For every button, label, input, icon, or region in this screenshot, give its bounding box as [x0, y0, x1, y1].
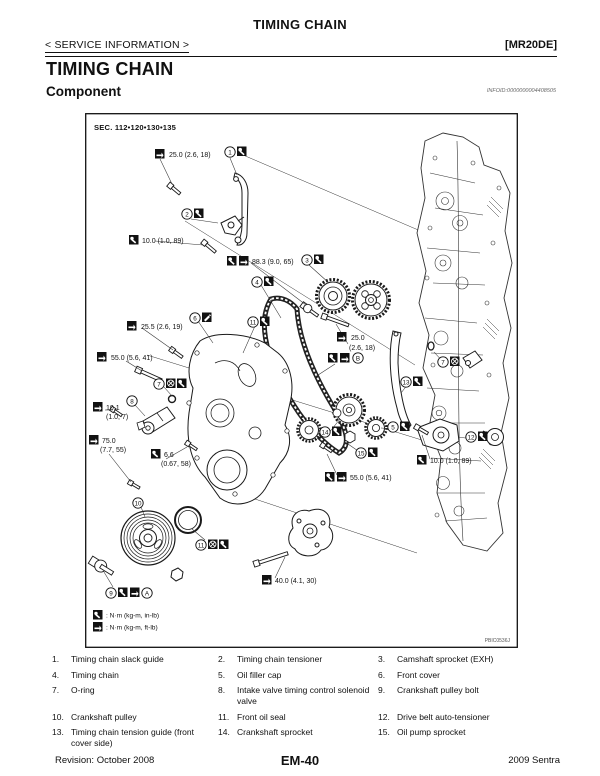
liquid-gasket-icon	[202, 313, 212, 323]
do-not-reuse-icon	[450, 357, 460, 367]
part-name: Camshaft sprocket (EXH)	[397, 654, 494, 664]
wrench-icon	[332, 427, 342, 437]
page-footer	[40, 753, 560, 769]
page-header-title: TIMING CHAIN	[253, 17, 347, 32]
part-name: Oil pump sprocket	[397, 727, 466, 738]
wrench-icon	[478, 432, 488, 442]
page-code: EM-40	[280, 753, 320, 768]
part-number: 9.	[378, 685, 386, 696]
callout-number: 2	[185, 211, 189, 219]
torque-label: 25.0 (2.6, 18)	[169, 152, 211, 159]
torque-wrench-inlb-icon	[417, 455, 427, 465]
part-number: 8.	[218, 685, 226, 696]
callout-letter: B	[355, 355, 361, 363]
wrench-icon	[325, 472, 335, 482]
part-name: Crankshaft sprocket	[237, 727, 313, 738]
callout-number: 10	[134, 500, 142, 508]
torque-label: 25.5 (2.6, 19)	[141, 324, 183, 331]
torque-wrench-inlb-icon	[129, 235, 139, 245]
torque-label: 6.6	[164, 452, 174, 459]
wrench-icon	[219, 540, 229, 550]
part-number: 5.	[218, 669, 226, 680]
wrench-icon	[328, 353, 338, 363]
part-name: Intake valve timing control solenoid valve	[237, 685, 370, 706]
torque-wrench-ftlb-icon	[262, 575, 272, 585]
torque-wrench-ftlb-icon	[93, 402, 103, 412]
list-item	[378, 654, 557, 665]
torque-wrench-ftlb-icon	[337, 332, 347, 342]
part-name: O-ring	[71, 685, 95, 696]
torque-wrench-ftlb-icon	[239, 256, 249, 266]
torque-wrench-inlb-icon	[151, 449, 161, 459]
part-number: 1.	[52, 654, 60, 664]
torque-wrench-ftlb-icon	[89, 435, 99, 445]
torque-wrench-ftlb-icon	[127, 321, 137, 331]
infoid-label: INFOID:0000000004408505	[486, 88, 556, 94]
callout-number: 9	[109, 590, 113, 598]
torque-wrench-ftlb-icon	[337, 472, 347, 482]
header-row	[45, 39, 557, 56]
list-item	[52, 670, 218, 681]
part-number: 2.	[218, 654, 226, 664]
callout-number: 4	[255, 279, 259, 287]
callout-number: 1	[228, 149, 232, 157]
list-item	[378, 685, 557, 706]
wrench-icon	[227, 256, 237, 266]
part-name: Oil filler cap	[237, 669, 282, 680]
part-number: 14.	[218, 727, 230, 738]
part-name: Crankshaft pulley bolt	[397, 685, 479, 696]
torque-label: 75.0	[102, 438, 116, 445]
model-label: 2009 Sentra	[508, 755, 560, 766]
callout-number: 7	[441, 359, 445, 367]
part-number: 3.	[378, 654, 386, 664]
callout-number: 5	[391, 424, 395, 432]
list-item	[378, 712, 557, 723]
torque-label: (1.0, 7)	[106, 414, 129, 421]
part-number: 6.	[378, 669, 386, 680]
callout-number: 3	[305, 257, 309, 265]
wrench-icon	[194, 209, 204, 219]
part-name: Timing chain tension guide (front cover side)	[71, 727, 195, 748]
list-item	[218, 670, 378, 681]
part-number: 10.	[52, 711, 64, 722]
part-name: Timing chain tensioner	[237, 654, 323, 664]
part-name: Drive belt auto-tensioner	[397, 711, 490, 722]
part-number: 12.	[378, 711, 390, 722]
part-number: 11.	[218, 711, 230, 722]
torque-wrench-ftlb-icon	[97, 352, 107, 362]
do-not-reuse-icon	[208, 540, 218, 550]
torque-wrench-ftlb-icon	[155, 149, 165, 159]
callout-number: 15	[357, 450, 365, 458]
service-information-link[interactable]: < SERVICE INFORMATION >	[45, 39, 190, 51]
part-number: 4.	[52, 669, 60, 680]
part-name: Timing chain slack guide	[71, 654, 164, 664]
part-name: Crankshaft pulley	[71, 711, 137, 722]
component-subtitle: Component	[46, 84, 121, 99]
list-item	[378, 670, 557, 681]
torque-label: 55.0 (5.6, 41)	[350, 475, 392, 482]
torque-label: 55.0 (5.6, 41)	[111, 355, 153, 362]
wrench-icon	[264, 277, 274, 287]
callout-number: 14	[321, 429, 329, 437]
part-number: 13.	[52, 727, 64, 738]
callout-number: 11	[249, 319, 257, 327]
wrench-icon	[400, 422, 410, 432]
torque-label: (0.67, 58)	[161, 461, 191, 468]
torque-label: (2.6, 18)	[349, 345, 376, 352]
torque-wrench-ftlb-icon	[130, 588, 140, 598]
torque-wrench-ftlb-icon	[340, 353, 350, 363]
torque-label: (7.7, 55)	[100, 447, 127, 454]
revision-label: Revision: October 2008	[55, 755, 155, 766]
parts-list	[52, 654, 557, 748]
callout-number: 11	[197, 542, 205, 550]
list-item	[218, 685, 378, 706]
exploded-view-svg	[85, 113, 518, 648]
engine-code: [MR20DE]	[505, 39, 557, 51]
wrench-icon	[237, 147, 247, 157]
torque-wrench-ftlb-icon	[93, 622, 103, 632]
legend-ftlb: : N·m (kg-m, ft-lb)	[106, 624, 158, 632]
list-item	[52, 712, 218, 723]
list-item	[378, 727, 557, 748]
wrench-icon	[368, 448, 378, 458]
do-not-reuse-icon	[166, 379, 176, 389]
torque-label: 10.0 (1.0, 89)	[430, 458, 472, 465]
list-item	[218, 727, 378, 748]
camshaft-sprocket-exh	[317, 280, 350, 313]
camshaft-vtc-sprocket	[353, 282, 390, 319]
legend-inlb: : N·m (kg-m, in-lb)	[106, 612, 160, 620]
part-number: 7.	[52, 685, 60, 696]
list-item	[52, 685, 218, 706]
part-name: Front oil seal	[237, 711, 286, 722]
header-rule	[45, 56, 557, 57]
torque-label: 10.0 (1.0, 89)	[142, 238, 184, 245]
sec-label: SEC. 112•120•130•135	[94, 123, 177, 132]
callout-number: 6	[193, 315, 197, 323]
torque-wrench-inlb-icon	[93, 610, 103, 620]
crankshaft-pulley	[121, 511, 175, 565]
torque-label: 88.3 (9.0, 65)	[252, 259, 294, 266]
list-item	[218, 654, 378, 665]
component-diagram	[85, 113, 518, 648]
torque-label: 40.0 (4.1, 30)	[275, 578, 317, 585]
wrench-icon	[177, 379, 187, 389]
callout-number: 7	[157, 381, 161, 389]
figure-id: PBIC0536J	[484, 638, 510, 644]
wrench-icon	[413, 377, 423, 387]
callout-number: 8	[130, 398, 134, 406]
list-item	[52, 727, 218, 748]
part-name: Front cover	[397, 669, 440, 680]
callout-letter: A	[144, 590, 150, 598]
list-item	[52, 654, 218, 665]
wrench-icon	[118, 588, 128, 598]
section-title: TIMING CHAIN	[46, 59, 174, 79]
torque-label: 10.1	[106, 405, 120, 412]
wrench-icon	[260, 317, 270, 327]
part-number: 15.	[378, 727, 390, 738]
torque-label: 25.0	[351, 335, 365, 342]
part-name: Timing chain	[71, 669, 119, 680]
list-item	[218, 712, 378, 723]
callout-number: 12	[467, 434, 475, 442]
wrench-icon	[314, 255, 324, 265]
callout-number: 13	[402, 379, 410, 387]
